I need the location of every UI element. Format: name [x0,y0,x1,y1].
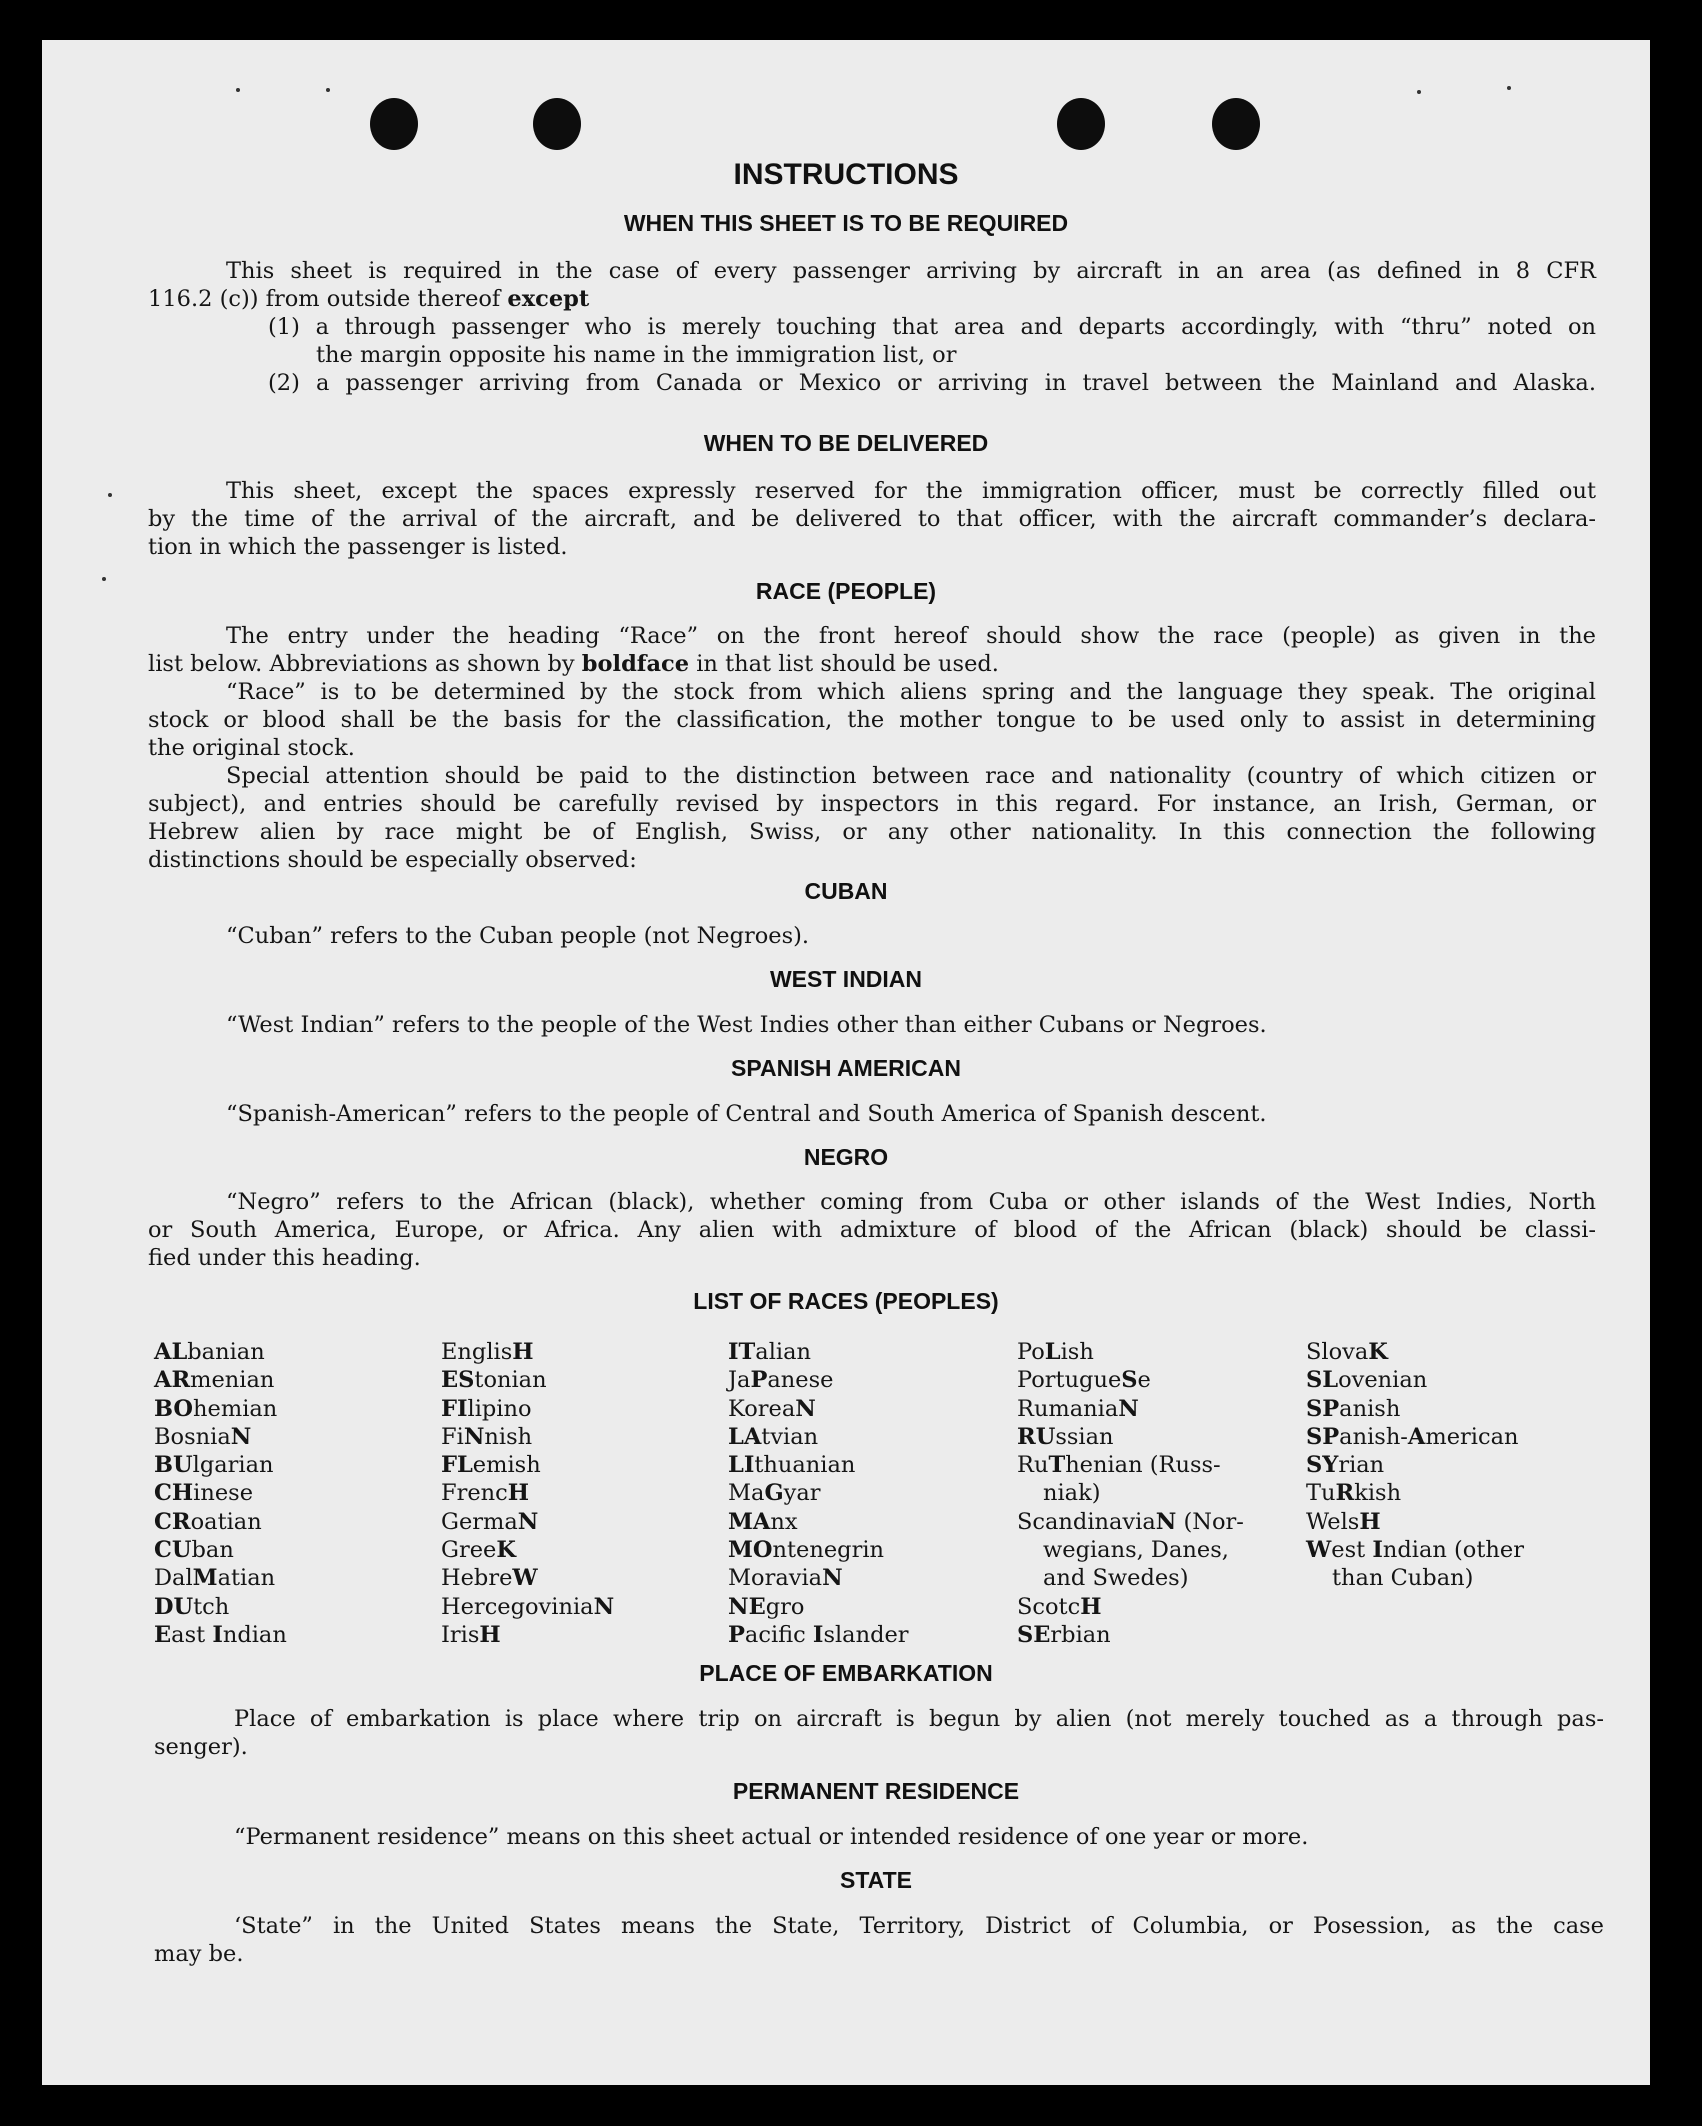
speck [108,493,112,497]
speck [1417,90,1421,94]
race-list-item: DUtch [154,1593,230,1620]
speck [236,88,240,92]
race-list-item: BUlgarian [154,1452,274,1479]
race-list-item: NEgro [728,1593,805,1620]
text-line: (2) a passenger arriving from Canada or Mexico or arriving in travel between the Mainland and Alaska. [268,370,1596,396]
race-list-item: WelsH [1306,1508,1381,1535]
race-list-item: EnglisH [441,1339,534,1365]
text-line: The entry under the heading “Race” on the front hereof should show the race (people) as given in the [226,623,1596,649]
race-list-item: ScandinaviaN (Nor- [1017,1508,1244,1535]
race-list-column-4 [1017,1338,1244,1649]
race-list-item: KoreaN [728,1395,816,1422]
text-line: ‘State” in the United States means the State, Territory, District of Columbia, or Posession, as the case [234,1913,1604,1939]
paragraph-west-indian: “West Indian” refers to the people of the West Indies other than either Cubans or Negroes. [226,1012,1267,1038]
race-list-item: RuThenian (Russ- [1017,1452,1221,1479]
race-list-item: ARmenian [154,1367,275,1394]
section-heading-residence: PERMANENT RESIDENCE [732,1778,1020,1804]
text-line: fied under this heading. [148,1245,421,1271]
text-line: list below. Abbreviations as shown by [148,651,582,677]
section-heading-cuban: CUBAN [804,878,888,904]
text-line: in that list should be used. [689,651,999,677]
text-line: stock or blood shall be the basis for the classification, the mother tongue to be used only to assist in determining [148,707,1596,733]
race-list-item: ScotcH [1017,1593,1102,1620]
text-line: “Race” is to be determined by the stock from which aliens spring and the language they speak. The original [226,679,1596,705]
section-heading-embarkation: PLACE OF EMBARKATION [699,1660,993,1686]
punch-hole [1212,98,1260,150]
paragraph-delivered [148,477,1596,561]
race-list-item: CHinese [154,1480,254,1507]
paragraph-negro [148,1188,1596,1272]
race-list-item: and Swedes) [1043,1565,1189,1592]
section-heading-state: STATE [840,1867,912,1893]
race-list-item: SLovenian [1306,1367,1428,1394]
race-list-item: JaPanese [728,1367,834,1394]
text-line: Place of embarkation is place where trip on aircraft is begun by alien (not merely touched as a through pas- [234,1706,1604,1732]
race-list-item: SPanish [1306,1395,1401,1422]
race-list-item: MOntenegrin [728,1537,885,1564]
text-line: tion in which the passenger is listed. [148,534,568,560]
race-list-item: LIthuanian [728,1452,856,1479]
page-title: INSTRUCTIONS [733,158,959,191]
list-item-exception-2 [268,369,1596,397]
race-list-item: MaGyar [728,1480,821,1507]
race-list-column-2 [441,1338,614,1649]
race-list-column-1 [154,1338,287,1649]
race-list-item: SlovaK [1306,1339,1388,1365]
race-list-item: PortugueSe [1017,1367,1151,1394]
race-list-item: ITalian [728,1339,811,1365]
paragraph-residence: “Permanent residence” means on this sheet actual or intended residence of one year or more. [234,1824,1309,1850]
race-list-item: IrisH [441,1621,501,1648]
race-list-item: BOhemian [154,1395,278,1422]
race-list-item: CUban [154,1537,234,1564]
text-line: Special attention should be paid to the distinction between race and nationality (country of which citizen or [226,763,1596,789]
race-list-item: than Cuban) [1332,1565,1474,1592]
race-list-item: West Indian (other [1306,1537,1524,1564]
race-list-item: SErbian [1017,1621,1111,1648]
race-list-item: ALbanian [154,1339,265,1365]
bold-word: except [507,286,590,312]
text-line: Hebrew alien by race might be of English, Swiss, or any other nationality. In this connection the following [148,819,1596,845]
section-heading-race: RACE (PEOPLE) [755,578,937,604]
paragraph-required-intro [148,257,1596,313]
race-list-item: SYrian [1306,1452,1385,1479]
text-line: (1) a through passenger who is merely touching that area and departs accordingly, with “thru” noted on [268,314,1596,340]
text-line: subject), and entries should be carefully revised by inspectors in this regard. For instance, an Irish, German, or [148,791,1596,817]
text-line: may be. [154,1941,244,1967]
text-line: senger). [154,1734,248,1760]
speck [326,88,330,92]
text-line: the margin opposite his name in the immigration list, or [316,342,957,368]
text-line: the original stock. [148,735,355,761]
paragraph-spanish-american: “Spanish-American” refers to the people of Central and South America of Spanish descent. [226,1101,1267,1127]
section-heading-list-of-races: LIST OF RACES (PEOPLES) [693,1288,999,1314]
list-item-exception-1 [268,313,1596,369]
text-line: This sheet, except the spaces expressly reserved for the immigration officer, must be correctly filled out [226,478,1596,504]
race-list-item: SPanish-American [1306,1423,1519,1450]
punch-hole [370,98,418,150]
race-list-item: niak) [1043,1480,1101,1507]
paragraph-race [148,622,1596,874]
race-list-item: HebreW [441,1565,538,1592]
race-list-item: RUssian [1017,1423,1114,1450]
paragraph-cuban: “Cuban” refers to the Cuban people (not Negroes). [226,923,810,949]
race-list-item: FrencH [441,1480,530,1507]
section-heading-delivered: WHEN TO BE DELIVERED [703,430,989,456]
section-heading-negro: NEGRO [803,1144,889,1170]
text-line: 116.2 (c)) from outside thereof [148,286,508,312]
race-list-item: GermaN [441,1508,539,1535]
race-list-item: FLemish [441,1452,541,1479]
text-line: by the time of the arrival of the aircraft, and be delivered to that officer, with the aircraft commander’s declara- [148,506,1596,532]
race-list-item: RumaniaN [1017,1395,1139,1422]
paragraph-embarkation [154,1705,1604,1761]
race-list-item: East Indian [154,1621,287,1648]
text-line: “Negro” refers to the African (black), whether coming from Cuba or other islands of the West Indies, North [226,1189,1596,1215]
race-list-item: TuRkish [1306,1480,1402,1507]
punch-hole [1057,98,1105,150]
race-list-column-5 [1306,1338,1524,1593]
race-list-item: BosniaN [154,1423,252,1450]
bold-word: boldface [581,651,690,677]
punch-hole [533,98,581,150]
race-list-item: PoLish [1017,1339,1094,1365]
race-list-item: MAnx [728,1508,798,1535]
race-list-item: FIlipino [441,1395,532,1422]
section-heading-required: WHEN THIS SHEET IS TO BE REQUIRED [623,210,1069,236]
race-list-item: GreeK [441,1537,516,1564]
race-list-item: FiNnish [441,1423,533,1450]
race-list-item: wegians, Danes, [1043,1537,1229,1564]
text-line: or South America, Europe, or Africa. Any alien with admixture of blood of the African (black) should be classi- [148,1217,1596,1243]
document-page [42,40,1650,2085]
race-list-item: CRoatian [154,1508,262,1535]
speck [1507,86,1511,90]
paragraph-state [154,1912,1604,1968]
race-list-item: HercegoviniaN [441,1593,615,1620]
race-list-column-3 [728,1338,909,1649]
race-list-item: LAtvian [728,1423,819,1450]
text-line: distinctions should be especially observed: [148,847,637,873]
section-heading-spanish-american: SPANISH AMERICAN [730,1055,961,1081]
race-list-item: EStonian [441,1367,547,1394]
race-list-item: DalMatian [154,1565,276,1592]
race-list-item: MoraviaN [728,1565,843,1592]
section-heading-west-indian: WEST INDIAN [769,966,923,992]
text-line: This sheet is required in the case of every passenger arriving by aircraft in an area (as defined in 8 CFR [226,258,1596,284]
race-list-item: Pacific Islander [728,1621,909,1648]
